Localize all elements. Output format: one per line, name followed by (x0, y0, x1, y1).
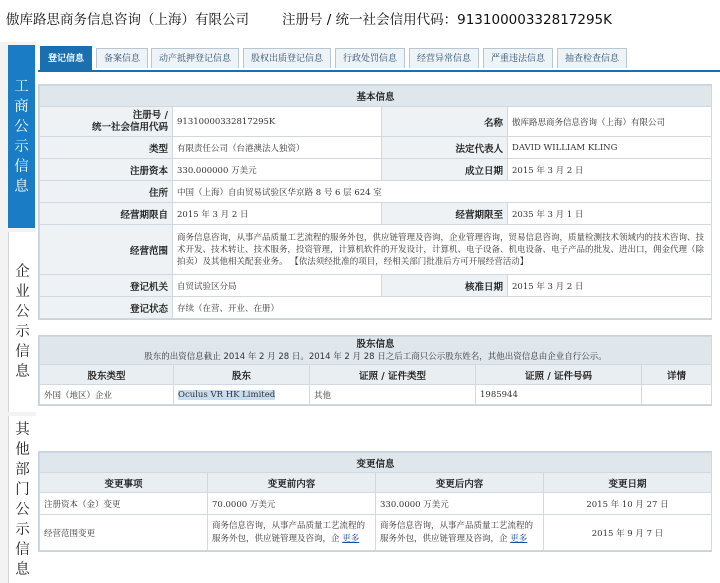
sidebar-char: 公 (15, 501, 30, 518)
sidebar-char: 业 (15, 284, 30, 300)
change-item-cell: 经营范围变更 (40, 515, 208, 551)
sidebar-item-industry-commerce-info[interactable] (8, 45, 35, 228)
table-row (40, 385, 712, 405)
tab-chattel-mortgage[interactable]: 动产抵押登记信息 (151, 48, 239, 68)
shareholder-id-type-cell: 其他 (310, 385, 476, 405)
founded-value: 2015 年 3 月 2 日 (508, 159, 712, 181)
table-row (40, 493, 712, 515)
term-to-label: 经营期限至 (382, 203, 508, 225)
sidebar-char: 商 (14, 98, 29, 115)
shareholder-id-number-cell: 1985944 (476, 385, 642, 405)
legal-rep-value: DAVID WILLIAM KLING (508, 137, 712, 159)
change-after-cell: 330.0000 万美元 (376, 493, 544, 515)
sidebar-char: 门 (15, 481, 30, 498)
sidebar-char: 他 (15, 441, 30, 458)
business-scope-value: 商务信息咨询，从事产品质量工艺流程的服务外包，供应链管理及咨询，企业管理咨询，贸易信息咨询，质量检测技术领域内的技术咨询、技术开发、技术转让、技术服务，投资管理，计算机软件的开发设计，计算机、电子设备、机电设备、电子产品的批发、进出口，佣金代理（除拍卖）及其他相关配套业务。 【依法须经批准的项目，经相关部门批准后方可开展经营活动】 (173, 225, 712, 275)
change-title: 变更信息 (40, 453, 712, 473)
sidebar-char: 示 (14, 138, 29, 155)
basic-info-title: 基本信息 (40, 86, 712, 107)
shareholder-note: 股东的出资信息截止 2014 年 2 月 28 日。2014 年 2 月 28 日之后工商只公示股东姓名，其他出资信息由企业自行公示。 (144, 351, 607, 362)
reg-number-value: 91310000332817295K (173, 107, 382, 137)
capital-value: 330.000000 万美元 (173, 159, 382, 181)
change-before-cell (208, 515, 376, 551)
shareholder-title-cell (40, 337, 712, 365)
business-scope-label: 经营范围 (40, 225, 173, 275)
reg-number-label: 注册号 / 统一社会信用代码 (40, 107, 173, 137)
col-id-number: 证照 / 证件号码 (476, 365, 642, 385)
page-header (0, 0, 720, 36)
shareholder-title: 股东信息 (356, 338, 395, 350)
type-label: 类型 (40, 137, 173, 159)
sidebar-char: 其 (15, 421, 30, 438)
col-change-date: 变更日期 (544, 473, 712, 493)
name-value: 傲库路思商务信息咨询（上海）有限公司 (508, 107, 712, 137)
col-shareholder: 股东 (174, 365, 310, 385)
col-detail: 详情 (642, 365, 712, 385)
col-after: 变更后内容 (376, 473, 544, 493)
shareholder-detail-cell (642, 385, 712, 405)
col-before: 变更前内容 (208, 473, 376, 493)
sidebar-char: 息 (15, 561, 30, 578)
sidebar-char: 公 (15, 304, 30, 320)
registration-number: 注册号 / 统一社会信用代码：91310000332817295K (282, 12, 612, 28)
more-link[interactable]: 更多 (342, 533, 360, 544)
tab-admin-penalty[interactable]: 行政处罚信息 (335, 48, 405, 68)
change-item-cell: 注册资本（金）变更 (40, 493, 208, 515)
capital-label: 注册资本 (40, 159, 173, 181)
approval-date-label: 核准日期 (382, 275, 508, 297)
tab-abnormal-operation[interactable]: 经营异常信息 (409, 48, 479, 68)
status-label: 登记状态 (40, 297, 173, 319)
sidebar-char: 部 (15, 461, 30, 478)
name-label: 名称 (382, 107, 508, 137)
tab-bar (38, 46, 720, 72)
type-value: 有限责任公司（台港澳法人独资） (173, 137, 382, 159)
change-table (39, 452, 712, 551)
col-change-item: 变更事项 (40, 473, 208, 493)
term-from-label: 经营期限自 (40, 203, 173, 225)
shareholder-name-cell (174, 385, 310, 405)
shareholder-panel (38, 335, 712, 406)
sidebar-char: 息 (15, 364, 30, 380)
tab-serious-violation[interactable]: 严重违法信息 (483, 48, 553, 68)
founded-label: 成立日期 (382, 159, 508, 181)
sidebar-char: 工 (14, 78, 29, 95)
change-after-cell (376, 515, 544, 551)
sidebar-char: 企 (15, 264, 30, 280)
tab-equity-pledge[interactable]: 股权出质登记信息 (243, 48, 331, 68)
approval-date-value: 2015 年 3 月 2 日 (508, 275, 712, 297)
authority-label: 登记机关 (40, 275, 173, 297)
shareholder-name: Oculus VR HK Limited (178, 389, 276, 400)
status-value: 存续（在营、开业、在册） (173, 297, 712, 319)
address-label: 住所 (40, 181, 173, 203)
sidebar-char: 信 (15, 344, 30, 360)
sidebar-char: 信 (15, 541, 30, 558)
sidebar-char: 示 (15, 521, 30, 538)
term-from-value: 2015 年 3 月 2 日 (173, 203, 382, 225)
change-date-cell: 2015 年 9 月 7 日 (544, 515, 712, 551)
sidebar-item-other-dept-info[interactable] (8, 416, 36, 583)
sidebar-item-enterprise-info[interactable] (8, 232, 36, 412)
sidebar-char: 示 (15, 324, 30, 340)
more-link[interactable]: 更多 (510, 533, 528, 544)
change-date-cell: 2015 年 10 月 27 日 (544, 493, 712, 515)
sidebar-char: 公 (14, 118, 29, 135)
legal-rep-label: 法定代表人 (382, 137, 508, 159)
authority-value: 自贸试验区分局 (173, 275, 382, 297)
col-shareholder-type: 股东类型 (40, 365, 174, 385)
col-id-type: 证照 / 证件类型 (310, 365, 476, 385)
basic-info-panel (38, 84, 712, 320)
change-before-text: 商务信息咨询，从事产品质量工艺流程的服务外包，供应链管理及咨询，企 (212, 520, 366, 544)
tab-filing-info[interactable]: 备案信息 (96, 48, 148, 68)
change-after-text: 商务信息咨询，从事产品质量工艺流程的服务外包，供应链管理及咨询，企 (380, 520, 534, 544)
tab-registration-info[interactable]: 登记信息 (40, 46, 92, 70)
address-value: 中国（上海）自由贸易试验区华京路 8 号 6 层 624 室 (173, 181, 712, 203)
sidebar-char: 息 (14, 178, 29, 195)
shareholder-table (39, 336, 712, 405)
basic-info-table (39, 85, 712, 319)
table-row (40, 515, 712, 551)
company-name: 傲库路思商务信息咨询（上海）有限公司 (6, 12, 249, 28)
tab-spot-check[interactable]: 抽查检查信息 (557, 48, 627, 68)
change-panel (38, 451, 712, 552)
shareholder-type-cell: 外国（地区）企业 (40, 385, 174, 405)
sidebar-char: 信 (14, 158, 29, 175)
change-before-cell: 70.0000 万美元 (208, 493, 376, 515)
term-to-value: 2035 年 3 月 1 日 (508, 203, 712, 225)
